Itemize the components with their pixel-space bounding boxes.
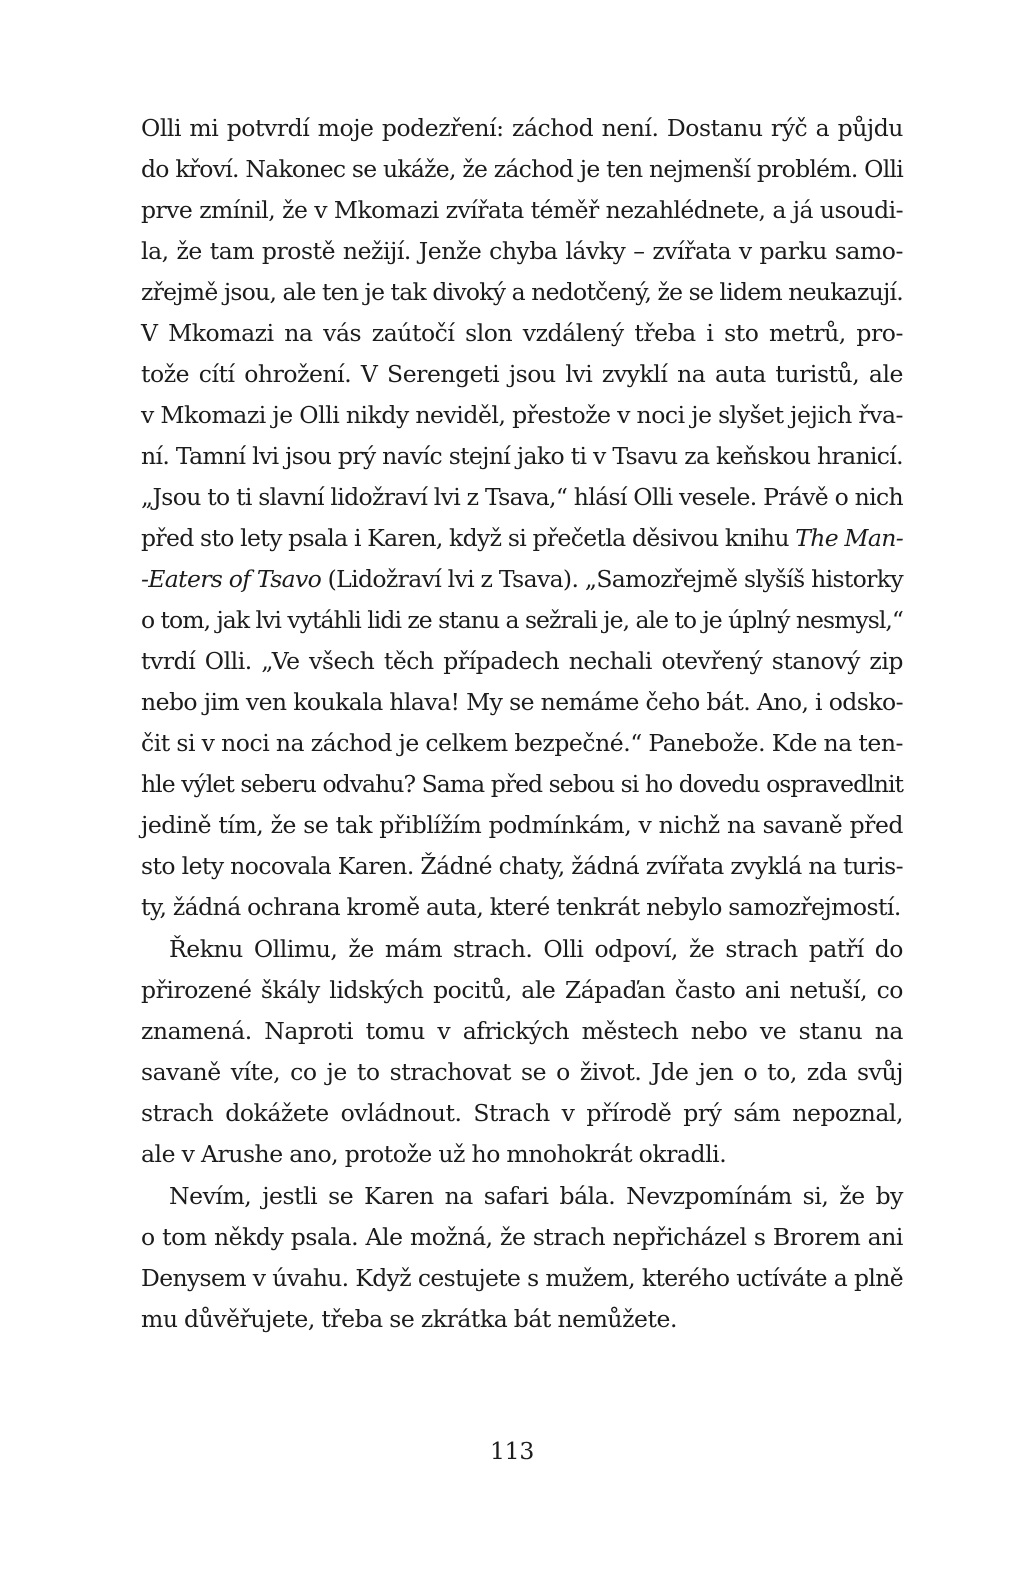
text-line: Olli mi potvrdí moje podezření: záchod není. Dostanu rýč a půjdu [141, 114, 903, 142]
text-line: strach dokážete ovládnout. Strach v přírodě prý sám nepoznal, [141, 1099, 903, 1127]
text-line: hle výlet seberu odvahu? Sama před sebou si ho dovedu ospravedlnit [141, 770, 903, 798]
text-line [141, 518, 903, 559]
text-line: prve zmínil, že v Mkomazi zvířata téměř nezahlédnete, a já usoudi- [141, 196, 903, 224]
text-line: ty, žádná ochrana kromě auta, které tenkrát nebylo samozřejmostí. [141, 893, 901, 921]
text-segment: (Lidožraví lvi z Tsava). „Samozřejmě slyšíš historky [321, 565, 903, 593]
text-line: ní. Tamní lvi jsou prý navíc stejní jako ti v Tsavu za keňskou hranicí. [141, 442, 903, 470]
text-line: do křoví. Nakonec se ukáže, že záchod je ten nejmenší problém. Olli [141, 155, 903, 183]
text-line: Řeknu Ollimu, že mám strach. Olli odpoví, že strach patří do [169, 935, 903, 963]
text-line: savaně víte, co je to strachovat se o život. Jde jen o to, zda svůj [141, 1058, 903, 1086]
text-line: V Mkomazi na vás zaútočí slon vzdálený třeba i sto metrů, pro- [141, 319, 903, 347]
paragraph-1 [141, 108, 903, 928]
book-title: -Eaters of Tsavo [141, 565, 322, 593]
text-segment: před sto lety psala i Karen, když si přečetla děsivou knihu [141, 524, 796, 552]
text-line: ale v Arushe ano, protože už ho mnohokrát okradli. [141, 1140, 727, 1168]
text-line: čit si v noci na záchod je celkem bezpečné.“ Panebože. Kde na ten- [141, 729, 903, 757]
text-line: sto lety nocovala Karen. Žádné chaty, žádná zvířata zvyklá na turis- [141, 852, 903, 880]
text-line: „Jsou to ti slavní lidožraví lvi z Tsava,“ hlásí Olli vesele. Právě o nich [141, 483, 903, 511]
text-line: Denysem v úvahu. Když cestujete s mužem, kterého uctíváte a plně [141, 1264, 903, 1292]
text-line: přirozené škály lidských pocitů, ale Zápaďan často ani netuší, co [141, 976, 903, 1004]
paragraph-3 [141, 1176, 903, 1340]
text-line: o tom, jak lvi vytáhli lidi ze stanu a sežrali je, ale to je úplný nesmysl,“ [141, 606, 903, 634]
text-line: mu důvěřujete, třeba se zkrátka bát nemůžete. [141, 1305, 677, 1333]
paragraph-2 [141, 929, 903, 1175]
book-title: The Man- [795, 524, 903, 552]
text-line: v Mkomazi je Olli nikdy neviděl, přestože v noci je slyšet jejich řva- [141, 401, 903, 429]
text-line: Nevím, jestli se Karen na safari bála. Nevzpomínám si, že by [169, 1182, 903, 1210]
text-line: nebo jim ven koukala hlava! My se nemáme čeho bát. Ano, i odsko- [141, 688, 903, 716]
body-text [141, 108, 903, 1340]
text-line: znamená. Naproti tomu v afrických městech nebo ve stanu na [141, 1017, 903, 1045]
text-line: tvrdí Olli. „Ve všech těch případech nechali otevřený stanový zip [141, 647, 903, 675]
text-line: zřejmě jsou, ale ten je tak divoký a nedotčený, že se lidem neukazují. [141, 278, 903, 306]
text-line: la, že tam prostě nežijí. Jenže chyba lávky – zvířata v parku samo- [141, 237, 903, 265]
text-line: jedině tím, že se tak přiblížím podmínkám, v nichž na savaně před [141, 811, 903, 839]
text-line [141, 559, 903, 600]
text-line: o tom někdy psala. Ale možná, že strach nepřicházel s Brorem ani [141, 1223, 903, 1251]
text-line: tože cítí ohrožení. V Serengeti jsou lvi zvyklí na auta turistů, ale [141, 360, 903, 388]
page-number: 113 [490, 1437, 534, 1465]
